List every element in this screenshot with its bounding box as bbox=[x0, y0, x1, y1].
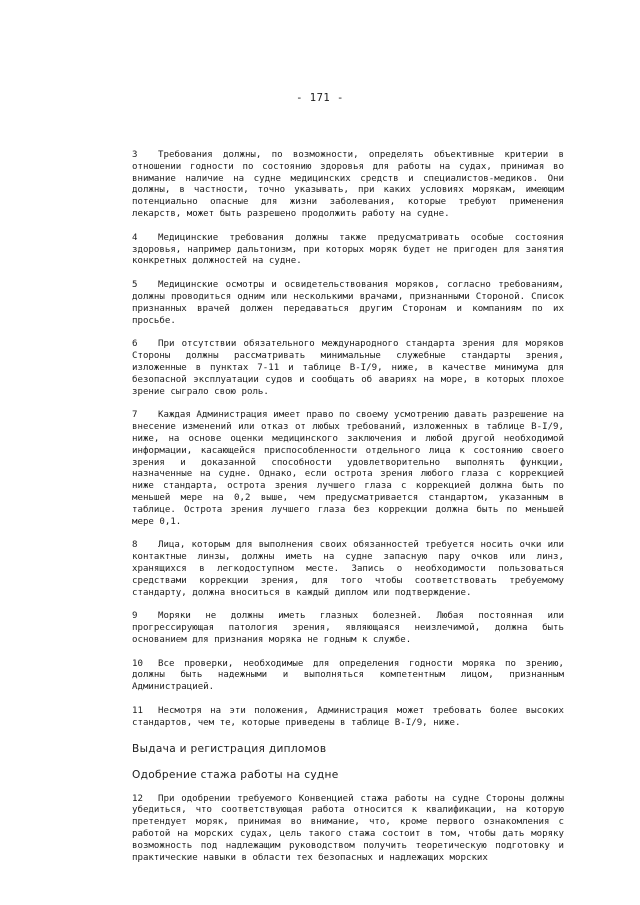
paragraph-text: При одобрении требуемого Конвенцией стажа работы на судне Стороны должны убедиться, что соответствующая работа относится к квалификации, на которую претендует моряк, принимая во внимание, что, кроме первого ознакомления с работой на морских судах, цель такого стажа состоит в том, чтобы дать моряку возможность под надлежащим руководством получить теоретическую подготовку и практические навыки в области тех безопасных и надлежащих морских bbox=[132, 793, 564, 863]
paragraph-number: 11 bbox=[132, 706, 143, 717]
paragraph-number: 3 bbox=[132, 150, 138, 160]
paragraph-text: Лица, которым для выполнения своих обязанностей требуется носить очки или контактные линзы, должны иметь на судне запасную пару очков или линз, хранящихся в легкодоступном месте. Запись о необходимости пользоваться средствами коррекции зрения, для того чтобы соответствовать требуемому стандарту, должна вноситься в каждый диплом или подтверждение. bbox=[132, 540, 564, 598]
paragraph-number: 10 bbox=[132, 658, 143, 669]
paragraph-3 bbox=[132, 150, 564, 221]
paragraph-number: 7 bbox=[132, 410, 138, 421]
paragraph-text: Медицинские осмотры и освидетельствования моряков, согласно требованиям, должны проводиться одним или несколькими врачами, признанными Стороной. Список признанных врачей должен передаваться другим Сторонам и компаниям по их просьбе. bbox=[132, 280, 564, 326]
paragraph-6 bbox=[132, 339, 564, 398]
paragraph-number: 12 bbox=[132, 793, 143, 804]
paragraph-text: При отсутствии обязательного международного стандарта зрения для моряков Стороны должны рассматривать минимальные служебные стандарты зрения, изложенные в пунктах 7-11 и таблице B-I/9, ниже, в качестве минимума для безопасной эксплуатации судов и сообщать об авариях на море, в которых плохое зрение сыграло свою роль. bbox=[132, 339, 564, 397]
paragraph-8 bbox=[132, 540, 564, 599]
paragraph-11 bbox=[132, 706, 564, 730]
paragraph-number: 4 bbox=[132, 232, 138, 243]
paragraph-number: 6 bbox=[132, 339, 138, 350]
paragraph-number: 5 bbox=[132, 280, 138, 291]
paragraph-5 bbox=[132, 280, 564, 327]
section-heading-certificates: Выдача и регистрация дипломов bbox=[132, 742, 327, 755]
paragraph-number: 8 bbox=[132, 540, 138, 551]
paragraph-12 bbox=[132, 794, 564, 865]
paragraph-text: Каждая Администрация имеет право по своему усмотрению давать разрешение на внесение изменений или отказ от любых требований, изложенных в таблице B-I/9, ниже, на основе оценки медицинского заключения и любой другой необходимой информации, касающейся приспособленности отдельного лица к состоянию своего зрения и доказанной способности удовлетворительно выполнять функции, назначенные на судне. Однако, если острота зрения любого глаза с коррекцией ниже стандарта, острота зрения лучшего глаза с коррекцией должна быть по меньшей мере на 0,2 выше, чем предусматривается стандартом, указанным в таблице. Острота зрения лучшего глаза без коррекции должна быть по меньшей мере 0,1. bbox=[132, 410, 564, 527]
paragraph-4 bbox=[132, 233, 564, 268]
paragraph-text: Все проверки, необходимые для определения годности моряка по зрению, должны быть надежными и выполняться компетентным лицом, признанным Администрацией. bbox=[132, 658, 564, 693]
paragraph-text: Медицинские требования должны также предусматривать особые состояния здоровья, например дальтонизм, при которых моряк будет не пригоден для занятия конкретных должностей на судне. bbox=[132, 232, 564, 267]
paragraph-text: Моряки не должны иметь глазных болезней. Любая постоянная или прогрессирующая патология зрения, являющаяся неизлечимой, должна быть основанием для признания моряка не годным к службе. bbox=[132, 611, 564, 645]
paragraph-7 bbox=[132, 410, 564, 528]
page-body bbox=[132, 150, 564, 876]
paragraph-number: 9 bbox=[132, 611, 138, 622]
page-number: - 171 - bbox=[296, 92, 344, 104]
paragraph-text: Требования должны, по возможности, определять объективные критерии в отношении годности по состоянию здоровья для работы на судах, принимая во внимание наличие на судне медицинских средств и специалистов-медиков. Они должны, в частности, точно указывать, при каких условиях морякам, имеющим потенциально опасные для жизни заболевания, которые требуют применения лекарств, может быть разрешено продолжить работу на судне. bbox=[132, 150, 564, 219]
section-heading-seagoing-service: Одобрение стажа работы на судне bbox=[132, 768, 339, 781]
paragraph-text: Несмотря на эти положения, Администрация может требовать более высоких стандартов, чем те, которые приведены в таблице B-I/9, ниже. bbox=[132, 706, 564, 728]
paragraph-10 bbox=[132, 659, 564, 694]
paragraph-9 bbox=[132, 611, 564, 646]
